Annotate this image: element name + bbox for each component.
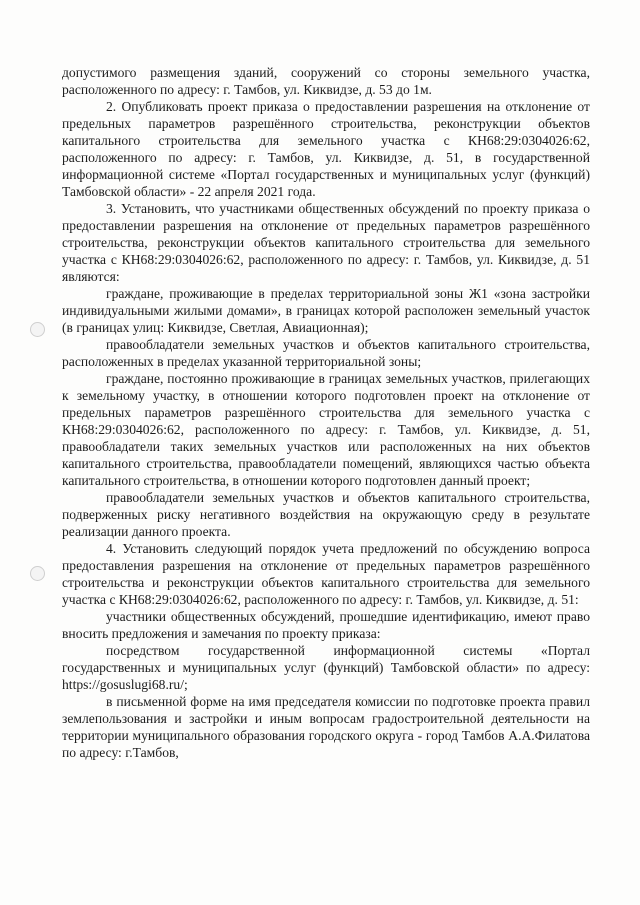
paragraph-rightholders-risk: правообладатели земельных участков и объектов капитального строительства, подверженных риску негативного воздействия на окружающую среду в результате реализации данного проекта. bbox=[62, 490, 590, 539]
paragraph-participants: участники общественных обсуждений, прошедшие идентификацию, имеют право вносить предложения и замечания по проекту приказа: bbox=[62, 609, 590, 641]
paragraph-written-form: в письменной форме на имя председателя комиссии по подготовке проекта правил землепользования и застройки и иным вопросам градостроительной деятельности на территории муниципального образования городского округа - город Тамбов А.А.Филатова по адресу: г.Тамбов, bbox=[62, 694, 590, 760]
paragraph-continuation: допустимого размещения зданий, сооружений со стороны земельного участка, расположенного по адресу: г. Тамбов, ул. Киквидзе, д. 53 до 1м. bbox=[62, 65, 590, 97]
document-body bbox=[62, 64, 590, 761]
paragraph-portal: посредством государственной информационной системы «Портал государственных и муниципальных услуг (функций) Тамбовской области» по адресу: https://gosuslugi68.ru/; bbox=[62, 643, 590, 692]
paragraph-item-4: 4. Установить следующий порядок учета предложений по обсуждению вопроса предоставления разрешения на отклонение от предельных параметров разрешённого строительства и реконструкции объектов капитального строительства для земельного участка с КН68:29:0304026:62, расположенного по адресу: г. Тамбов, ул. Киквидзе, д. 51: bbox=[62, 541, 590, 607]
paragraph-item-3: 3. Установить, что участниками общественных обсуждений по проекту приказа о предоставлении разрешения на отклонение от предельных параметров разрешённого строительства, реконструкции объектов капитального строительства для земельного участка с КН68:29:0304026:62, расположенного по адресу: г. Тамбов, ул. Киквидзе, д. 51 являются: bbox=[62, 201, 590, 284]
paragraph-rightholders-zone: правообладатели земельных участков и объектов капитального строительства, расположенных в пределах указанной территориальной зоны; bbox=[62, 337, 590, 369]
punch-hole-top bbox=[30, 322, 45, 337]
paragraph-citizens-zone: граждане, проживающие в пределах территориальной зоны Ж1 «зона застройки индивидуальными жилыми домами», в границах которой расположен земельный участок (в границах улиц: Киквидзе, Светлая, Авиационная); bbox=[62, 286, 590, 335]
punch-hole-bottom bbox=[30, 566, 45, 581]
paragraph-item-2: 2. Опубликовать проект приказа о предоставлении разрешения на отклонение от предельных параметров разрешённого строительства, реконструкции объектов капитального строительства для земельного участка с КН68:29:0304026:62, расположенного по адресу: г. Тамбов, ул. Киквидзе, д. 51, в государственной информационной системе «Портал государственных и муниципальных услуг (функций) Тамбовской области» - 22 апреля 2021 года. bbox=[62, 99, 590, 199]
paragraph-citizens-adjacent: граждане, постоянно проживающие в границах земельных участков, прилегающих к земельному участку, в отношении которого подготовлен проект на отклонение от предельных параметров разрешённого строительства для земельного участка с КН68:29:0304026:62, расположенного по адресу: г. Тамбов, ул. Киквидзе, д. 51, правообладатели таких земельных участков или расположенных на них объектов капитального строительства, правообладатели помещений, являющихся частью объекта капитального строительства, в отношении которого подготовлен данный проект; bbox=[62, 371, 590, 488]
